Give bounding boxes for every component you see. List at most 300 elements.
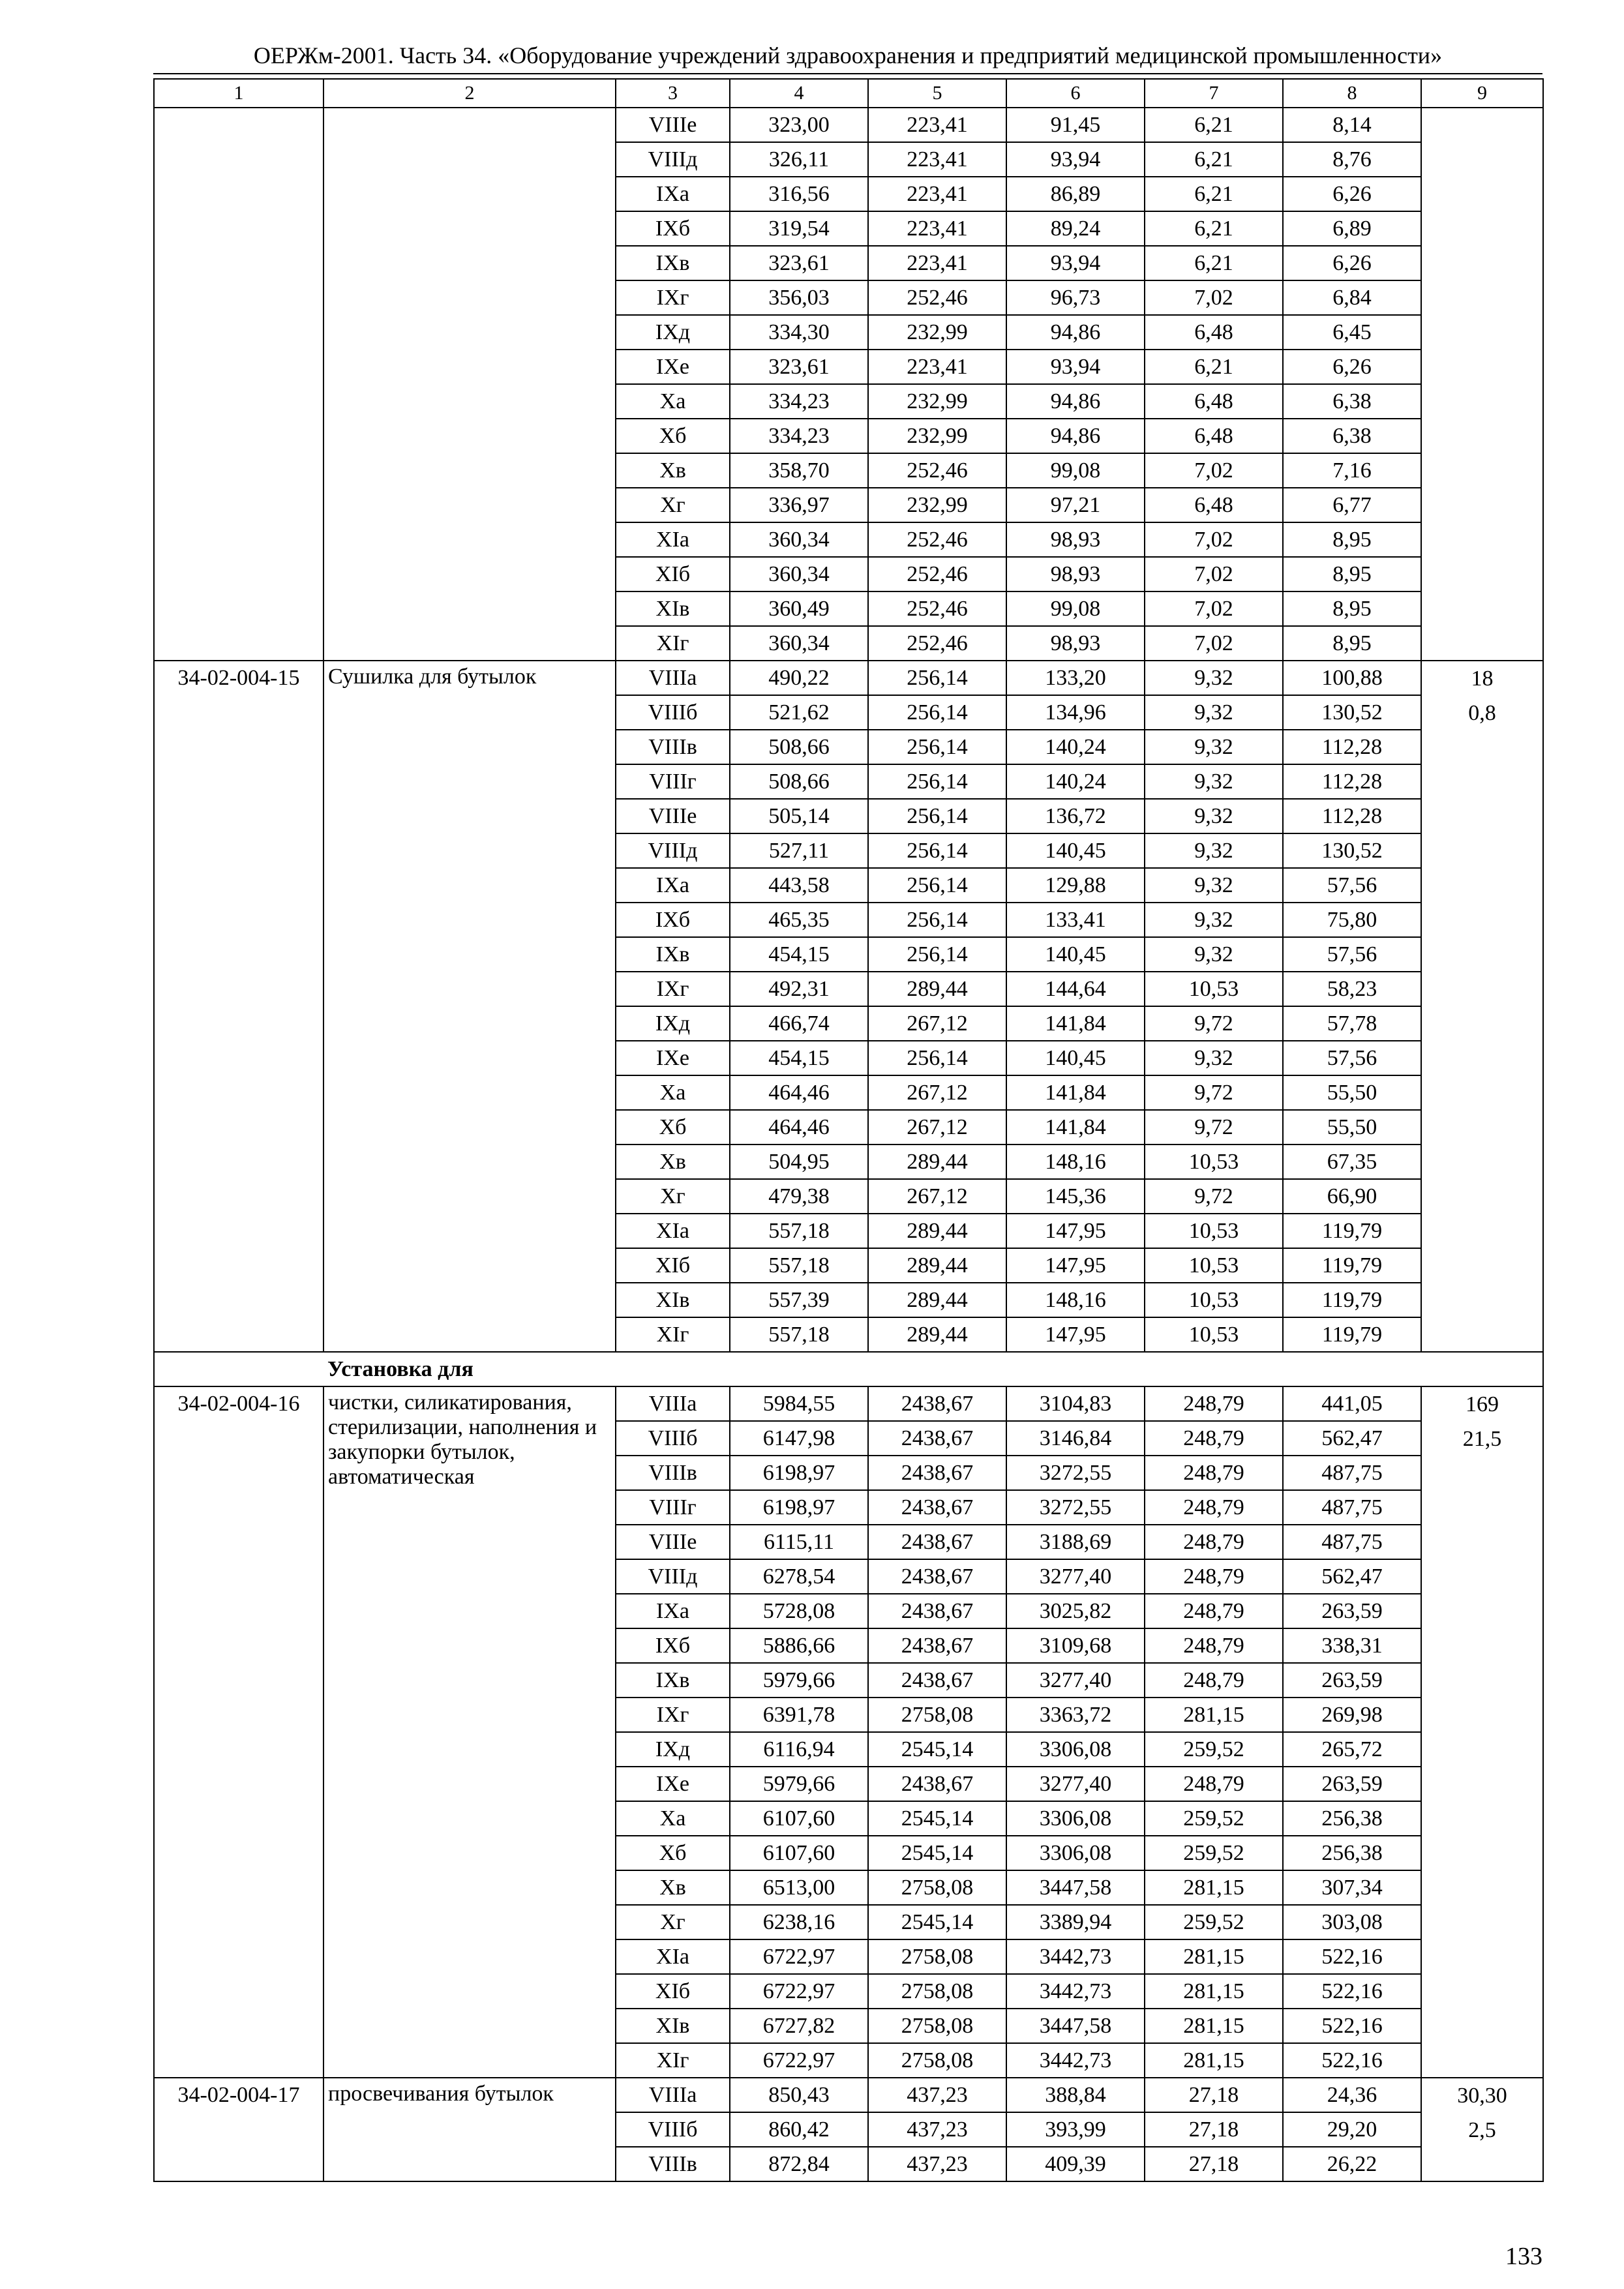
value-cell: 133,41 [1006, 903, 1145, 937]
value-cell: 259,52 [1145, 1836, 1283, 1870]
value-cell: 140,45 [1006, 937, 1145, 972]
value-cell: 508,66 [730, 730, 868, 764]
zone-cell: VIIIг [616, 1490, 730, 1525]
value-cell: 3442,73 [1006, 2043, 1145, 2078]
value-cell: 6115,11 [730, 1525, 868, 1559]
value-cell: 263,59 [1283, 1594, 1421, 1628]
value-cell: 7,02 [1145, 591, 1283, 626]
value-cell: 2758,08 [868, 1974, 1006, 2009]
zone-cell: VIIIа [616, 2078, 730, 2112]
value-cell: 6147,98 [730, 1421, 868, 1456]
value-cell: 6391,78 [730, 1698, 868, 1732]
table-row [154, 108, 1543, 142]
value-cell: 145,36 [1006, 1179, 1145, 1214]
value-cell: 57,56 [1283, 868, 1421, 903]
value-cell: 98,93 [1006, 522, 1145, 557]
zone-cell: VIIIд [616, 833, 730, 868]
resource-note [1421, 108, 1543, 661]
value-cell: 267,12 [868, 1075, 1006, 1110]
value-cell: 2438,67 [868, 1594, 1006, 1628]
value-cell: 487,75 [1283, 1456, 1421, 1490]
value-cell: 130,52 [1283, 833, 1421, 868]
value-cell: 508,66 [730, 764, 868, 799]
value-cell: 3442,73 [1006, 1974, 1145, 2009]
value-cell: 6,21 [1145, 142, 1283, 177]
value-cell: 6,21 [1145, 246, 1283, 280]
value-cell: 100,88 [1283, 661, 1421, 695]
column-number: 5 [868, 79, 1006, 108]
value-cell: 323,61 [730, 350, 868, 384]
table-row [154, 661, 1543, 695]
value-cell: 252,46 [868, 453, 1006, 488]
value-cell: 281,15 [1145, 2043, 1283, 2078]
zone-cell: XIв [616, 1283, 730, 1317]
value-cell: 140,24 [1006, 730, 1145, 764]
value-cell: 6,21 [1145, 350, 1283, 384]
value-cell: 6278,54 [730, 1559, 868, 1594]
zone-cell: IXб [616, 1628, 730, 1663]
value-cell: 89,24 [1006, 211, 1145, 246]
value-cell: 98,93 [1006, 626, 1145, 661]
rates-table [153, 78, 1544, 2182]
value-cell: 3442,73 [1006, 1939, 1145, 1974]
value-cell: 6116,94 [730, 1732, 868, 1767]
value-cell: 3025,82 [1006, 1594, 1145, 1628]
rate-code: 34-02-004-15 [154, 661, 323, 1352]
column-number: 6 [1006, 79, 1145, 108]
value-cell: 86,89 [1006, 177, 1145, 211]
value-cell: 7,02 [1145, 453, 1283, 488]
value-cell: 358,70 [730, 453, 868, 488]
column-number: 4 [730, 79, 868, 108]
value-cell: 2438,67 [868, 1663, 1006, 1698]
column-number: 9 [1421, 79, 1543, 108]
zone-cell: VIIIе [616, 1525, 730, 1559]
zone-cell: XIа [616, 522, 730, 557]
value-cell: 9,32 [1145, 868, 1283, 903]
value-cell: 7,02 [1145, 626, 1283, 661]
value-cell: 27,18 [1145, 2078, 1283, 2112]
value-cell: 256,38 [1283, 1801, 1421, 1836]
zone-cell: Xа [616, 1075, 730, 1110]
value-cell: 112,28 [1283, 799, 1421, 833]
value-cell: 133,20 [1006, 661, 1145, 695]
value-cell: 9,72 [1145, 1110, 1283, 1144]
value-cell: 223,41 [868, 246, 1006, 280]
value-cell: 6727,82 [730, 2009, 868, 2043]
zone-cell: IXа [616, 868, 730, 903]
value-cell: 3272,55 [1006, 1456, 1145, 1490]
value-cell: 223,41 [868, 108, 1006, 142]
resource-note: 169 21,5 [1421, 1386, 1543, 2078]
value-cell: 2758,08 [868, 1698, 1006, 1732]
value-cell: 5979,66 [730, 1767, 868, 1801]
value-cell: 27,18 [1145, 2147, 1283, 2181]
value-cell: 479,38 [730, 1179, 868, 1214]
value-cell: 2438,67 [868, 1628, 1006, 1663]
value-cell: 256,14 [868, 1041, 1006, 1075]
value-cell: 504,95 [730, 1144, 868, 1179]
value-cell: 223,41 [868, 142, 1006, 177]
value-cell: 9,72 [1145, 1075, 1283, 1110]
value-cell: 66,90 [1283, 1179, 1421, 1214]
value-cell: 10,53 [1145, 972, 1283, 1006]
value-cell: 248,79 [1145, 1456, 1283, 1490]
value-cell: 3277,40 [1006, 1767, 1145, 1801]
value-cell: 289,44 [868, 1144, 1006, 1179]
value-cell: 6238,16 [730, 1905, 868, 1939]
value-cell: 10,53 [1145, 1283, 1283, 1317]
value-cell: 267,12 [868, 1006, 1006, 1041]
page-number: 133 [1505, 2243, 1542, 2270]
value-cell: 334,23 [730, 384, 868, 419]
value-cell: 256,38 [1283, 1836, 1421, 1870]
value-cell: 316,56 [730, 177, 868, 211]
value-cell: 289,44 [868, 1317, 1006, 1352]
value-cell: 850,43 [730, 2078, 868, 2112]
value-cell: 6513,00 [730, 1870, 868, 1905]
value-cell: 55,50 [1283, 1075, 1421, 1110]
value-cell: 3389,94 [1006, 1905, 1145, 1939]
zone-cell: Xа [616, 384, 730, 419]
zone-cell: IXа [616, 177, 730, 211]
value-cell: 3306,08 [1006, 1732, 1145, 1767]
rate-name [323, 108, 616, 661]
value-cell: 24,36 [1283, 2078, 1421, 2112]
rate-code: 34-02-004-17 [154, 2078, 323, 2181]
value-cell: 57,56 [1283, 937, 1421, 972]
value-cell: 2758,08 [868, 1870, 1006, 1905]
value-cell: 147,95 [1006, 1248, 1145, 1283]
value-cell: 5728,08 [730, 1594, 868, 1628]
value-cell: 248,79 [1145, 1386, 1283, 1421]
section-title: Установка для [323, 1352, 1543, 1386]
value-cell: 557,39 [730, 1283, 868, 1317]
zone-cell: IXд [616, 1732, 730, 1767]
value-cell: 269,98 [1283, 1698, 1421, 1732]
value-cell: 141,84 [1006, 1110, 1145, 1144]
value-cell: 97,21 [1006, 488, 1145, 522]
value-cell: 134,96 [1006, 695, 1145, 730]
value-cell: 256,14 [868, 903, 1006, 937]
zone-cell: Xб [616, 1836, 730, 1870]
value-cell: 5979,66 [730, 1663, 868, 1698]
value-cell: 289,44 [868, 1283, 1006, 1317]
value-cell: 872,84 [730, 2147, 868, 2181]
value-cell: 259,52 [1145, 1801, 1283, 1836]
zone-cell: IXг [616, 972, 730, 1006]
value-cell: 252,46 [868, 591, 1006, 626]
value-cell: 256,14 [868, 764, 1006, 799]
value-cell: 5886,66 [730, 1628, 868, 1663]
zone-cell: IXг [616, 1698, 730, 1732]
value-cell: 148,16 [1006, 1283, 1145, 1317]
value-cell: 388,84 [1006, 2078, 1145, 2112]
value-cell: 454,15 [730, 1041, 868, 1075]
value-cell: 9,32 [1145, 903, 1283, 937]
value-cell: 2758,08 [868, 2043, 1006, 2078]
zone-cell: VIIIв [616, 1456, 730, 1490]
value-cell: 119,79 [1283, 1283, 1421, 1317]
value-cell: 119,79 [1283, 1317, 1421, 1352]
value-cell: 281,15 [1145, 1974, 1283, 2009]
value-cell: 10,53 [1145, 1144, 1283, 1179]
value-cell: 454,15 [730, 937, 868, 972]
value-cell: 360,34 [730, 522, 868, 557]
value-cell: 147,95 [1006, 1214, 1145, 1248]
column-number: 7 [1145, 79, 1283, 108]
value-cell: 232,99 [868, 419, 1006, 453]
value-cell: 259,52 [1145, 1905, 1283, 1939]
value-cell: 93,94 [1006, 246, 1145, 280]
value-cell: 2438,67 [868, 1386, 1006, 1421]
value-cell: 8,95 [1283, 557, 1421, 591]
value-cell: 3272,55 [1006, 1490, 1145, 1525]
value-cell: 267,12 [868, 1110, 1006, 1144]
value-cell: 6,21 [1145, 108, 1283, 142]
value-cell: 119,79 [1283, 1248, 1421, 1283]
value-cell: 334,23 [730, 419, 868, 453]
value-cell: 437,23 [868, 2078, 1006, 2112]
value-cell: 281,15 [1145, 1698, 1283, 1732]
value-cell: 464,46 [730, 1110, 868, 1144]
value-cell: 112,28 [1283, 730, 1421, 764]
value-cell: 6,48 [1145, 488, 1283, 522]
value-cell: 6,48 [1145, 384, 1283, 419]
zone-cell: VIIIа [616, 661, 730, 695]
zone-cell: Xа [616, 1801, 730, 1836]
rate-name: Сушилка для бутылок [323, 661, 616, 1352]
zone-cell: VIIIе [616, 108, 730, 142]
value-cell: 140,24 [1006, 764, 1145, 799]
value-cell: 6,89 [1283, 211, 1421, 246]
value-cell: 252,46 [868, 280, 1006, 315]
zone-cell: Xг [616, 488, 730, 522]
value-cell: 144,64 [1006, 972, 1145, 1006]
value-cell: 3306,08 [1006, 1801, 1145, 1836]
zone-cell: IXе [616, 1041, 730, 1075]
zone-cell: XIб [616, 1248, 730, 1283]
value-cell: 8,76 [1283, 142, 1421, 177]
zone-cell: IXб [616, 903, 730, 937]
zone-cell: Xб [616, 1110, 730, 1144]
value-cell: 259,52 [1145, 1732, 1283, 1767]
zone-cell: Xб [616, 419, 730, 453]
value-cell: 860,42 [730, 2112, 868, 2147]
zone-cell: VIIIд [616, 1559, 730, 1594]
zone-cell: Xв [616, 1144, 730, 1179]
value-cell: 356,03 [730, 280, 868, 315]
zone-cell: VIIIг [616, 764, 730, 799]
value-cell: 29,20 [1283, 2112, 1421, 2147]
value-cell: 8,14 [1283, 108, 1421, 142]
zone-cell: XIв [616, 591, 730, 626]
value-cell: 248,79 [1145, 1421, 1283, 1456]
value-cell: 323,00 [730, 108, 868, 142]
value-cell: 248,79 [1145, 1490, 1283, 1525]
value-cell: 360,49 [730, 591, 868, 626]
rate-name: чистки, силикатирования, стерилизации, наполнения и закупорки бутылок, автоматическая [323, 1386, 616, 2078]
value-cell: 3277,40 [1006, 1663, 1145, 1698]
value-cell: 521,62 [730, 695, 868, 730]
value-cell: 487,75 [1283, 1525, 1421, 1559]
value-cell: 2438,67 [868, 1421, 1006, 1456]
zone-cell: IXд [616, 315, 730, 350]
value-cell: 3447,58 [1006, 1870, 1145, 1905]
value-cell: 91,45 [1006, 108, 1145, 142]
value-cell: 232,99 [868, 384, 1006, 419]
value-cell: 248,79 [1145, 1628, 1283, 1663]
value-cell: 334,30 [730, 315, 868, 350]
value-cell: 3188,69 [1006, 1525, 1145, 1559]
value-cell: 10,53 [1145, 1248, 1283, 1283]
value-cell: 6,26 [1283, 350, 1421, 384]
value-cell: 6,77 [1283, 488, 1421, 522]
zone-cell: VIIIб [616, 2112, 730, 2147]
zone-cell: IXв [616, 246, 730, 280]
value-cell: 6,84 [1283, 280, 1421, 315]
value-cell: 326,11 [730, 142, 868, 177]
zone-cell: IXб [616, 211, 730, 246]
zone-cell: Xг [616, 1179, 730, 1214]
value-cell: 9,72 [1145, 1179, 1283, 1214]
value-cell: 3306,08 [1006, 1836, 1145, 1870]
column-number-row [154, 79, 1543, 108]
value-cell: 94,86 [1006, 419, 1145, 453]
value-cell: 2758,08 [868, 2009, 1006, 2043]
value-cell: 527,11 [730, 833, 868, 868]
value-cell: 5984,55 [730, 1386, 868, 1421]
value-cell: 6,38 [1283, 384, 1421, 419]
value-cell: 6,48 [1145, 419, 1283, 453]
rate-code: 34-02-004-16 [154, 1386, 323, 2078]
value-cell: 2758,08 [868, 1939, 1006, 1974]
value-cell: 6,26 [1283, 246, 1421, 280]
value-cell: 26,22 [1283, 2147, 1421, 2181]
value-cell: 9,32 [1145, 799, 1283, 833]
zone-cell: IXв [616, 1663, 730, 1698]
zone-cell: VIIIе [616, 799, 730, 833]
value-cell: 57,78 [1283, 1006, 1421, 1041]
value-cell: 3146,84 [1006, 1421, 1145, 1456]
value-cell: 2438,67 [868, 1525, 1006, 1559]
zone-cell: VIIIа [616, 1386, 730, 1421]
value-cell: 129,88 [1006, 868, 1145, 903]
value-cell: 141,84 [1006, 1006, 1145, 1041]
zone-cell: IXг [616, 280, 730, 315]
value-cell: 252,46 [868, 626, 1006, 661]
value-cell: 256,14 [868, 868, 1006, 903]
value-cell: 9,32 [1145, 661, 1283, 695]
value-cell: 140,45 [1006, 833, 1145, 868]
value-cell: 248,79 [1145, 1663, 1283, 1698]
zone-cell: VIIIб [616, 695, 730, 730]
zone-cell: XIа [616, 1939, 730, 1974]
value-cell: 9,32 [1145, 937, 1283, 972]
value-cell: 557,18 [730, 1214, 868, 1248]
value-cell: 141,84 [1006, 1075, 1145, 1110]
value-cell: 252,46 [868, 557, 1006, 591]
zone-cell: VIIIб [616, 1421, 730, 1456]
value-cell: 3104,83 [1006, 1386, 1145, 1421]
zone-cell: IXд [616, 1006, 730, 1041]
rate-name: просвечивания бутылок [323, 2078, 616, 2181]
zone-cell: VIIIв [616, 730, 730, 764]
value-cell: 256,14 [868, 799, 1006, 833]
value-cell: 281,15 [1145, 1870, 1283, 1905]
value-cell: 99,08 [1006, 591, 1145, 626]
value-cell: 6,48 [1145, 315, 1283, 350]
value-cell: 289,44 [868, 1248, 1006, 1283]
zone-cell: XIа [616, 1214, 730, 1248]
table-row [154, 2078, 1543, 2112]
value-cell: 557,18 [730, 1248, 868, 1283]
value-cell: 140,45 [1006, 1041, 1145, 1075]
value-cell: 490,22 [730, 661, 868, 695]
zone-cell: XIб [616, 557, 730, 591]
value-cell: 303,08 [1283, 1905, 1421, 1939]
value-cell: 2438,67 [868, 1559, 1006, 1594]
zone-cell: IXе [616, 350, 730, 384]
value-cell: 6198,97 [730, 1490, 868, 1525]
value-cell: 10,53 [1145, 1317, 1283, 1352]
value-cell: 522,16 [1283, 1974, 1421, 2009]
value-cell: 338,31 [1283, 1628, 1421, 1663]
value-cell: 9,32 [1145, 695, 1283, 730]
zone-cell: VIIIд [616, 142, 730, 177]
value-cell: 148,16 [1006, 1144, 1145, 1179]
value-cell: 6722,97 [730, 1974, 868, 2009]
value-cell: 307,34 [1283, 1870, 1421, 1905]
table-body [154, 79, 1543, 2181]
value-cell: 223,41 [868, 177, 1006, 211]
value-cell: 2438,67 [868, 1490, 1006, 1525]
value-cell: 522,16 [1283, 1939, 1421, 1974]
zone-cell: Xв [616, 453, 730, 488]
value-cell: 8,95 [1283, 591, 1421, 626]
value-cell: 8,95 [1283, 522, 1421, 557]
value-cell: 130,52 [1283, 695, 1421, 730]
value-cell: 232,99 [868, 315, 1006, 350]
value-cell: 437,23 [868, 2147, 1006, 2181]
value-cell: 58,23 [1283, 972, 1421, 1006]
rate-code [154, 108, 323, 661]
value-cell: 562,47 [1283, 1559, 1421, 1594]
resource-note: 30,30 2,5 [1421, 2078, 1543, 2181]
value-cell: 3277,40 [1006, 1559, 1145, 1594]
value-cell: 393,99 [1006, 2112, 1145, 2147]
value-cell: 27,18 [1145, 2112, 1283, 2147]
column-number: 8 [1283, 79, 1421, 108]
value-cell: 256,14 [868, 730, 1006, 764]
zone-cell: XIг [616, 2043, 730, 2078]
value-cell: 9,32 [1145, 764, 1283, 799]
value-cell: 323,61 [730, 246, 868, 280]
value-cell: 289,44 [868, 972, 1006, 1006]
value-cell: 3447,58 [1006, 2009, 1145, 2043]
value-cell: 98,93 [1006, 557, 1145, 591]
value-cell: 67,35 [1283, 1144, 1421, 1179]
value-cell: 6107,60 [730, 1836, 868, 1870]
value-cell: 3363,72 [1006, 1698, 1145, 1732]
value-cell: 487,75 [1283, 1490, 1421, 1525]
value-cell: 2545,14 [868, 1836, 1006, 1870]
value-cell: 252,46 [868, 522, 1006, 557]
value-cell: 6722,97 [730, 2043, 868, 2078]
zone-cell: XIб [616, 1974, 730, 2009]
value-cell: 248,79 [1145, 1559, 1283, 1594]
zone-cell: Xг [616, 1905, 730, 1939]
